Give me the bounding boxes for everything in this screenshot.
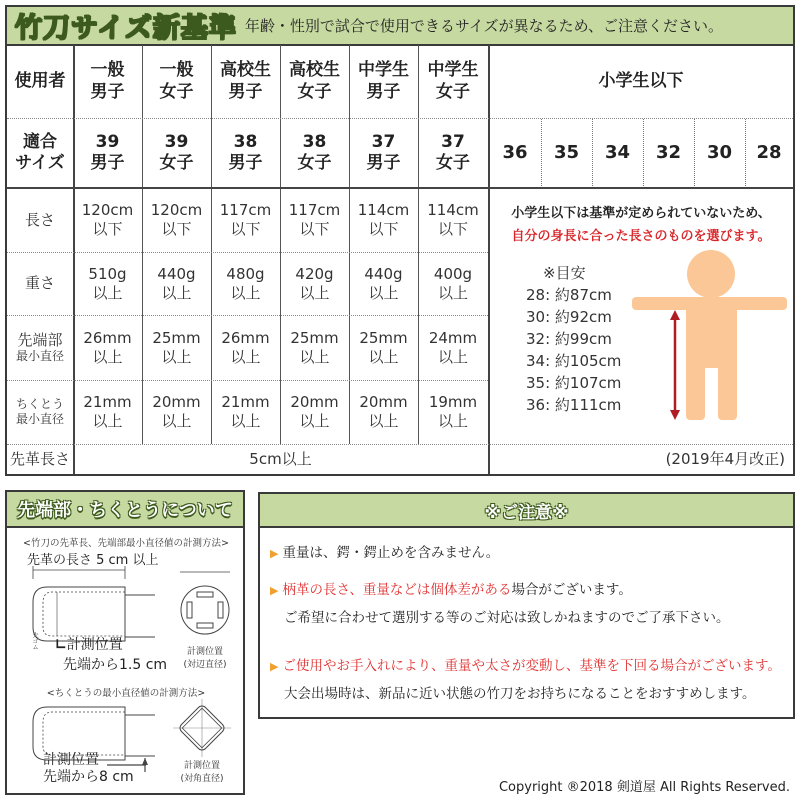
row-label-chikuto-diameter	[7, 380, 73, 444]
triangle-bullet-icon: ▶	[270, 547, 279, 560]
cell-text: 女子	[436, 81, 470, 102]
row-label-sakigawa	[7, 444, 73, 474]
figure-leg-left	[686, 360, 705, 420]
sakigawa-length-label: 先革の長さ 5 cm 以上	[27, 553, 159, 568]
note-text: 小学生以下は基準が定められていないため、	[511, 206, 771, 221]
revision-text: (2019年4月改正)	[665, 450, 785, 468]
cell-text: 以下	[299, 220, 330, 238]
cell-text: 男子	[90, 81, 125, 102]
column-header	[280, 45, 349, 118]
row-label-length	[7, 188, 73, 252]
elementary-size-cell	[489, 118, 541, 188]
column-header	[211, 45, 280, 118]
cell-text: 510g	[88, 264, 127, 283]
page-title: 竹刀サイズ新基準	[15, 13, 237, 44]
cell-text: 男子	[90, 153, 125, 173]
title-bar	[5, 5, 795, 46]
elementary-size-cell	[592, 118, 643, 188]
measure-position-1: ∟計測位置 先端から1.5 cm	[55, 637, 168, 673]
cell-text: 400g	[433, 264, 473, 283]
note-item	[270, 578, 632, 598]
cell-text: 以上	[299, 347, 330, 366]
cell-text: 21mm	[221, 393, 270, 412]
elementary-size-cell	[745, 118, 793, 188]
guide-row: 28: 約87cm	[526, 286, 612, 304]
cell-text: 以上	[437, 283, 468, 302]
elementary-size-cell	[541, 118, 592, 188]
height-guide	[526, 262, 646, 416]
weight-cell	[211, 252, 280, 315]
cell-text: 20mm	[290, 393, 339, 412]
elementary-size-cell	[694, 118, 745, 188]
length-cell	[73, 188, 142, 252]
page-subtitle: 年齢・性別で試合で使用できるサイズが異なるため、ご注意ください。	[244, 17, 724, 35]
cell-text: 38	[233, 131, 258, 152]
sakigawa-cell	[73, 445, 488, 474]
note-item	[284, 606, 730, 626]
notes-box	[258, 492, 795, 719]
cell-text: 以上	[92, 347, 123, 366]
cell-text: 20mm	[359, 393, 408, 412]
weight-cell	[73, 252, 142, 315]
cell-text: 34	[604, 141, 631, 163]
guide-title: ※目安	[543, 264, 586, 282]
cell-text: 高校生	[289, 60, 340, 81]
cell-text: 以上	[230, 347, 261, 366]
note-text-red: 自分の身長に合った長さのものを選びます。	[511, 229, 771, 244]
row-label-weight	[7, 252, 73, 315]
measure-label-text: 計測位置	[186, 647, 223, 657]
note-text: 重量は、鍔・鍔止めを含みません。	[282, 545, 500, 561]
section-title: <ちくとうの最小直径値の計測方法>	[46, 688, 206, 699]
elementary-size-cell	[643, 118, 694, 188]
cell-text: 以下	[368, 220, 399, 238]
cell-text: 以上	[92, 283, 123, 302]
cell-text: 38	[302, 131, 327, 152]
length-cell	[211, 188, 280, 252]
measure-leader-line	[107, 760, 147, 770]
cell-text: 男子	[228, 81, 263, 102]
note-item	[284, 682, 756, 702]
cell-text: 以上	[437, 412, 468, 430]
guide-row: 32: 約99cm	[526, 330, 612, 348]
cell-text: 25mm	[152, 328, 201, 347]
size-cell	[73, 118, 142, 188]
label-text: 先革長さ	[9, 449, 70, 468]
chikuto-cell	[142, 380, 211, 444]
cell-text: 117cm	[219, 201, 272, 220]
cell-text: 24mm	[428, 328, 478, 347]
weight-cell	[349, 252, 418, 315]
cell-text: 一般	[159, 60, 194, 81]
row-label-size	[7, 118, 73, 188]
size-cell	[349, 118, 418, 188]
cell-text: 男子	[228, 153, 263, 173]
cell-text: 女子	[159, 81, 194, 102]
length-cell	[418, 188, 488, 252]
note-text: 大会出場時は、新品に近い状態の竹刀をお持ちになることをおすすめします。	[284, 686, 756, 702]
chikuto-cell	[211, 380, 280, 444]
cell-text: 21mm	[83, 393, 132, 412]
height-arrow-icon	[669, 310, 681, 420]
cell-text: 420g	[295, 264, 334, 283]
column-header	[418, 45, 488, 118]
guide-row: 35: 約107cm	[526, 374, 622, 392]
cell-text: 中学生	[358, 60, 409, 81]
cell-text: 480g	[226, 264, 265, 283]
figure-head	[687, 250, 735, 298]
measure-pos-text: 計測位置	[43, 752, 99, 768]
cell-text: 120cm	[81, 201, 134, 220]
row-label-user	[7, 45, 73, 118]
cell-text: 以下	[92, 220, 123, 238]
cell-text: 19mm	[428, 393, 478, 412]
cell-text: 男子	[366, 153, 401, 173]
cell-text: 以下	[161, 220, 192, 238]
tip-cell	[142, 315, 211, 380]
label-text: 先端部	[17, 330, 63, 349]
cell-text: 以上	[230, 412, 261, 430]
length-cell	[349, 188, 418, 252]
column-header	[349, 45, 418, 118]
guide-row: 30: 約92cm	[526, 308, 612, 326]
label-text: 重さ	[24, 274, 55, 293]
size-table	[5, 45, 795, 476]
figure-torso	[686, 308, 737, 368]
elementary-header	[489, 45, 793, 118]
cell-text: 高校生	[220, 60, 271, 81]
cell-text: 以上	[161, 412, 192, 430]
cell-text: 26mm	[221, 328, 270, 347]
cell-text: 以上	[299, 412, 330, 430]
tip-cell	[73, 315, 142, 380]
measure-label-text: (対角直径)	[180, 774, 224, 784]
length-cell	[280, 188, 349, 252]
length-cell	[142, 188, 211, 252]
cell-text: 37	[371, 131, 396, 152]
cell-text: 30	[706, 141, 733, 163]
cell-text: 女子	[436, 153, 470, 173]
info-box-header	[7, 492, 243, 528]
chikuto-cell	[73, 380, 142, 444]
cell-text: 以下	[230, 220, 261, 238]
cell-text: 25mm	[290, 328, 339, 347]
weight-cell	[280, 252, 349, 315]
child-figure-icon	[632, 250, 792, 475]
chikuto-cell	[418, 380, 488, 444]
label-text: サイズ	[15, 153, 65, 173]
cell-text: 以下	[437, 220, 468, 238]
cell-text: 中学生	[427, 60, 479, 81]
tip-cell	[349, 315, 418, 380]
cell-text: 117cm	[288, 201, 341, 220]
info-box-title: 先端部・ちくとうについて	[17, 500, 233, 521]
tip-cell	[280, 315, 349, 380]
cell-text: 女子	[297, 153, 332, 173]
column-header	[73, 45, 142, 118]
cell-text: 女子	[297, 81, 332, 102]
label-text: ちくとう	[15, 397, 64, 411]
cell-text: 以上	[368, 347, 399, 366]
note-item	[270, 654, 781, 674]
note-text-red: 柄革の長さ、重量などは個体差がある	[282, 582, 512, 598]
copyright: Copyright ®2018 剣道屋 All Rights Reserved.	[498, 780, 790, 795]
note-text: ご希望に合わせて選別する等のご対応は致しかねますのでご了承下さい。	[284, 610, 730, 626]
size-cell	[142, 118, 211, 188]
cell-text: 女子	[159, 153, 194, 173]
cell-text: 20mm	[152, 393, 201, 412]
measure-from-text: 先端から1.5 cm	[63, 657, 168, 673]
size-cell	[211, 118, 280, 188]
triangle-bullet-icon: ▶	[270, 660, 279, 673]
figure-leg-right	[718, 360, 737, 420]
tip-cell	[418, 315, 488, 380]
cell-text: 以上	[368, 412, 399, 430]
cell-text: 114cm	[357, 201, 410, 220]
cell-text: 39	[164, 131, 189, 152]
section-title: <竹刀の先革長、先端部最小直径値の計測方法>	[23, 538, 229, 549]
cell-text: 28	[756, 141, 782, 163]
measure-label-text: (対辺直径)	[183, 660, 227, 670]
chikuto-cell	[280, 380, 349, 444]
cell-text: 以上	[230, 283, 261, 302]
triangle-bullet-icon: ▶	[270, 584, 279, 597]
cell-text: 5cm以上	[249, 450, 312, 469]
cell-text: 男子	[366, 81, 401, 102]
cell-text: 以上	[161, 347, 192, 366]
chikuto-cell	[349, 380, 418, 444]
cell-text: 39	[95, 131, 120, 152]
note-text-red: ご使用やお手入れにより、重量や太さが変動し、基準を下回る場合がございます。	[282, 658, 781, 674]
guide-row: 34: 約105cm	[526, 352, 622, 370]
cell-text: 以上	[161, 283, 192, 302]
notes-title: ※ご注意※	[484, 502, 569, 523]
note-item	[270, 541, 499, 561]
weight-cell	[418, 252, 488, 315]
cell-text: 440g	[157, 264, 196, 283]
note-text: 場合がございます。	[511, 582, 632, 598]
size-cell	[418, 118, 488, 188]
tip-cell	[211, 315, 280, 380]
cell-text: 以上	[299, 283, 330, 302]
size-cell	[280, 118, 349, 188]
cell-text: 35	[553, 141, 580, 163]
cell-text: 37	[441, 131, 465, 152]
row-label-tip-diameter	[7, 315, 73, 380]
notes-header	[260, 494, 793, 528]
label-text: 適合	[23, 131, 57, 152]
measure-label-diagonal	[171, 758, 233, 784]
measurement-info-box	[5, 490, 245, 795]
label-text: 最小直径	[15, 412, 64, 426]
elementary-note	[489, 202, 793, 244]
label-text: 最小直径	[15, 349, 64, 364]
cell-text: 小学生以下	[598, 70, 684, 91]
cell-text: 440g	[364, 264, 403, 283]
cell-text: 120cm	[150, 201, 203, 220]
measure-pos-text: 計測位置	[66, 637, 123, 653]
cell-text: 一般	[90, 60, 125, 81]
cell-text: 以上	[437, 347, 468, 366]
cross-section-flat-icon	[175, 568, 235, 638]
cell-text: 以上	[368, 283, 399, 302]
label-text: 長さ	[24, 210, 55, 229]
tip-label: 先ゴム	[31, 632, 38, 650]
cell-text: 25mm	[359, 328, 408, 347]
cell-text: 32	[655, 141, 682, 163]
label-text: 使用者	[14, 70, 66, 91]
guide-row: 36: 約111cm	[526, 396, 622, 414]
measure-label-text: 計測位置	[183, 761, 220, 771]
measure-from-text: 先端から8 cm	[43, 769, 134, 785]
revision-note	[489, 445, 785, 474]
cell-text: 36	[502, 141, 528, 163]
cell-text: 114cm	[427, 201, 479, 220]
weight-cell	[142, 252, 211, 315]
cross-section-diagonal-icon	[171, 697, 233, 759]
measure-label-flat	[175, 644, 235, 670]
cell-text: 以上	[92, 412, 123, 430]
column-header	[142, 45, 211, 118]
cell-text: 26mm	[83, 328, 132, 347]
